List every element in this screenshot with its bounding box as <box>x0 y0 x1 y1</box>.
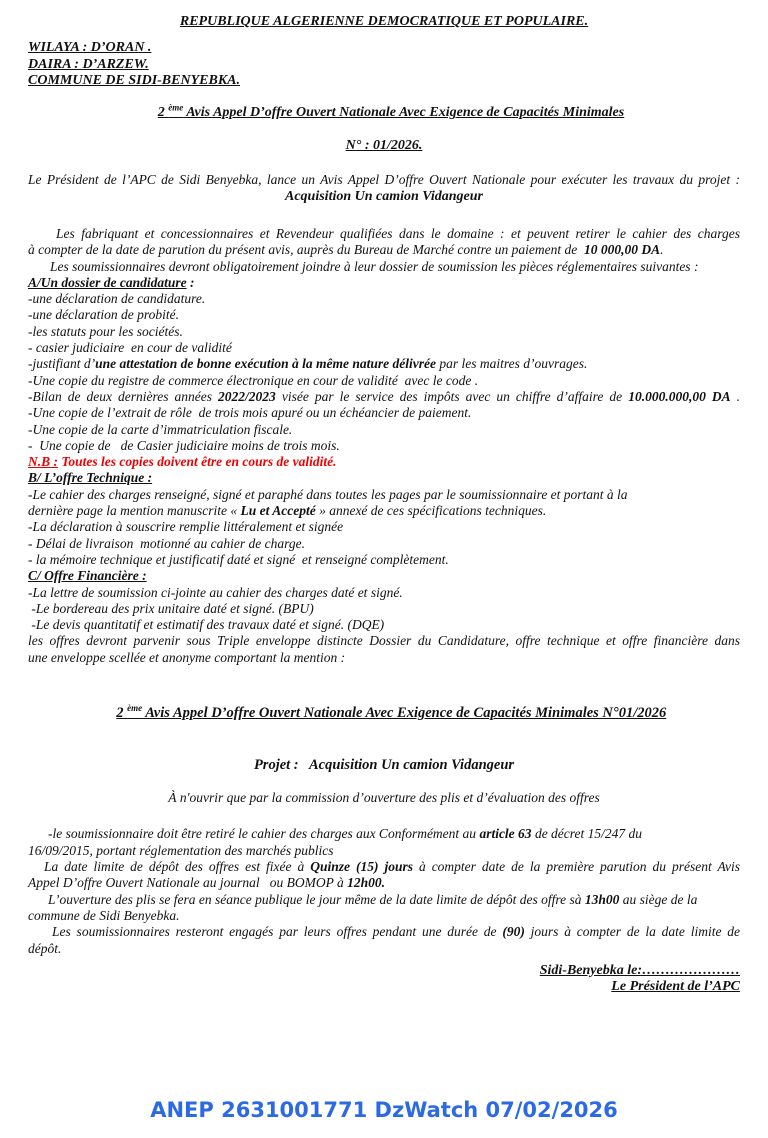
closing-line-1-post: de décret 15/247 du <box>531 826 643 842</box>
closing-line-2: 16/09/2015, portant réglementation des marchés publics <box>28 842 334 858</box>
intro-paragraph: Le Président de l’APC de Sidi Benyebka, lance un Avis Appel D’offre Ouvert Nationale pour exécuter les travaux du projet : <box>28 172 740 188</box>
closing-line-8: dépôt. <box>28 940 62 956</box>
closing-line-3-post: à compter date de la première parution du présent Avis <box>412 859 740 875</box>
nb-text: Toutes les copies doivent être en cours de validité. <box>58 454 337 470</box>
section-b-heading: B/ L’offre Technique : <box>28 470 153 486</box>
notice-title-text <box>157 102 625 121</box>
bilan-mid: visée par le service des impôts avec un chiffre d’affaire de <box>275 388 629 404</box>
opening-hour-bold: 13h00 <box>584 891 620 907</box>
validity-days-bold: (90) <box>502 924 525 940</box>
technical-item-2-post: » annexé de ces spécifications techniques. <box>315 503 547 519</box>
notice-title-rest: Avis Appel D’offre Ouvert Nationale Avec Exigence de Capacités Minimales <box>183 105 625 121</box>
closing-line-5-pre: L’ouverture des plis se fera en séance publique le jour même de la date limite de dépôt des offre sà <box>48 891 585 907</box>
financial-item-3: -Le devis quantitatif et estimatif des travaux daté et signé. (DQE) <box>28 617 385 633</box>
mention-project: Projet : Acquisition Un camion Vidangeur <box>253 756 515 773</box>
financial-item-1: -La lettre de soumission ci-jointe au cahier des charges daté et signé. <box>28 584 403 600</box>
candidature-item-9: -Une copie de la carte d’immatriculation fiscale. <box>28 421 293 437</box>
notice-title <box>28 89 740 138</box>
deadline-hour-bold: 12h00. <box>347 875 385 891</box>
notice-number: N° : 01/2026. <box>345 138 423 154</box>
article-63-bold: article 63 <box>479 826 532 842</box>
lu-et-accepte-bold: Lu et Accepté <box>240 503 316 519</box>
bilan-years: 2022/2023 <box>218 388 276 404</box>
candidature-item-8: -Une copie de l’extrait de rôle de trois mois apuré ou un échéancier de paiement. <box>28 405 472 421</box>
closing-line-3 <box>28 859 740 875</box>
technical-item-3: -La déclaration à souscrire remplie littéralement et signée <box>28 519 344 535</box>
closing-line-1-pre: -le soumissionnaire doit être retiré le cahier des charges aux Conformément au <box>48 826 480 842</box>
envelope-line-1: les offres devront parvenir sous Triple enveloppe distincte Dossier du Candidature, offre technique et offre financière dans <box>28 633 740 649</box>
envelope-line-2: une enveloppe scellée et anonyme comportant la mention : <box>28 649 346 665</box>
closing-line-1 <box>28 826 740 842</box>
retrait-line-3: Les soumissionnaires devront obligatoirement joindre à leur dossier de soumission les pièces réglementaires suivantes : <box>50 258 699 274</box>
mention-title <box>28 689 740 738</box>
financial-item-2: -Le bordereau des prix unitaire daté et signé. (BPU) <box>28 600 314 616</box>
candidature-item-5-pre: -justifiant d’ <box>28 356 96 372</box>
attestation-bold: une attestation de bonne exécution à la même nature délivrée <box>95 356 436 372</box>
mention-title-superscript: ème <box>127 703 143 714</box>
closing-line-5 <box>28 892 740 908</box>
candidature-item-10: - Une copie de de Casier judiciaire moins de trois mois. <box>28 437 340 453</box>
candidature-item-4: - casier judiciaire en cour de validité <box>28 340 232 356</box>
technical-item-2-pre: dernière page la mention manuscrite « <box>28 503 241 519</box>
nb-label: N.B : <box>28 454 58 470</box>
retrait-line-2-end: . <box>660 242 664 258</box>
candidature-item-7 <box>28 389 740 405</box>
notice-title-ordinal: 2 <box>157 105 169 121</box>
closing-line-4 <box>28 875 740 891</box>
section-a-heading <box>28 275 740 291</box>
anep-footer: ANEP 2631001771 DzWatch 07/02/2026 <box>150 1098 618 1122</box>
signature-president <box>28 979 740 995</box>
mention-title-rest: Avis Appel D’offre Ouvert Nationale Avec Exigence de Capacités Minimales N°01/2026 <box>142 705 667 722</box>
technical-item-1: -Le cahier des charges renseigné, signé et paraphé dans toutes les pages par le soumissionnaire et portant à la <box>28 486 628 502</box>
closing-line-7-post: jours à compter de la date limite de <box>524 924 741 940</box>
candidature-item-2: -une déclaration de probité. <box>28 307 179 323</box>
candidature-item-5 <box>28 356 740 372</box>
closing-line-6: commune de Sidi Benyebka. <box>28 907 180 923</box>
signature-president-text: Le Président de l’APC <box>611 979 740 995</box>
candidature-item-6: -Une copie du registre de commerce électronique en cour de validité avec le code . <box>28 372 479 388</box>
closing-line-5-post: au siège de la <box>619 891 698 907</box>
section-a-title: A/Un dossier de candidature <box>28 274 187 290</box>
candidature-item-5-post: par les maitres d’ouvrages. <box>435 356 588 372</box>
project-title: Acquisition Un camion Vidangeur <box>285 188 483 204</box>
section-c-heading: C/ Offre Financière : <box>28 568 147 584</box>
republic-title: REPUBLIQUE ALGERIENNE DEMOCRATIQUE ET POPULAIRE. <box>179 14 589 29</box>
closing-line-3-pre: La date limite de dépôt des offres est fixée à <box>44 859 311 875</box>
commune-line: COMMUNE DE SIDI-BENYEBKA. <box>28 72 240 88</box>
technical-item-5: - la mémoire technique et justificatif daté et signé et renseigné complètement. <box>28 551 449 567</box>
opening-note: À n'ouvrir que par la commission d’ouverture des plis et d’évaluation des offres <box>168 790 600 806</box>
retrait-line-2-text: à compter de la date de parution du présent avis, auprès du Bureau de Marché contre un paiement de <box>28 242 585 258</box>
bilan-post: . <box>730 388 741 404</box>
technical-item-4: - Délai de livraison motionné au cahier de charge. <box>28 535 305 551</box>
retrait-line-2 <box>28 242 740 258</box>
candidature-item-3: -les statuts pour les sociétés. <box>28 323 183 339</box>
payment-amount: 10 000,00 DA <box>584 242 661 258</box>
daira-line: DAIRA : D’ARZEW. <box>28 56 149 72</box>
section-a-colon: : <box>186 274 195 290</box>
retrait-line-1: Les fabriquant et concessionnaires et Revendeur qualifiées dans le domaine : et peuvent retirer le cahier des charges <box>56 225 740 241</box>
signature-date: Sidi-Benyebka le:………………… <box>539 962 740 978</box>
closing-line-4-pre: Appel D’offre Ouvert Nationale au journal ou BOMOP à <box>28 875 348 891</box>
nb-warning <box>28 454 740 470</box>
bilan-pre: -Bilan de deux dernières années <box>28 388 219 404</box>
mention-title-ordinal: 2 <box>116 705 128 722</box>
deadline-days-bold: Quinze (15) jours <box>310 859 413 875</box>
closing-line-7-pre: Les soumissionnaires resteront engagés par leurs offres pendant une durée de <box>52 924 503 940</box>
candidature-item-1: -une déclaration de candidature. <box>28 291 206 307</box>
technical-item-2 <box>28 503 740 519</box>
wilaya-line: WILAYA : D’ORAN . <box>28 40 152 56</box>
closing-line-7 <box>28 924 740 940</box>
notice-title-superscript: ème <box>168 102 184 113</box>
chiffre-affaire-amount: 10.000.000,00 DA <box>628 388 731 404</box>
mention-title-text <box>116 705 666 721</box>
